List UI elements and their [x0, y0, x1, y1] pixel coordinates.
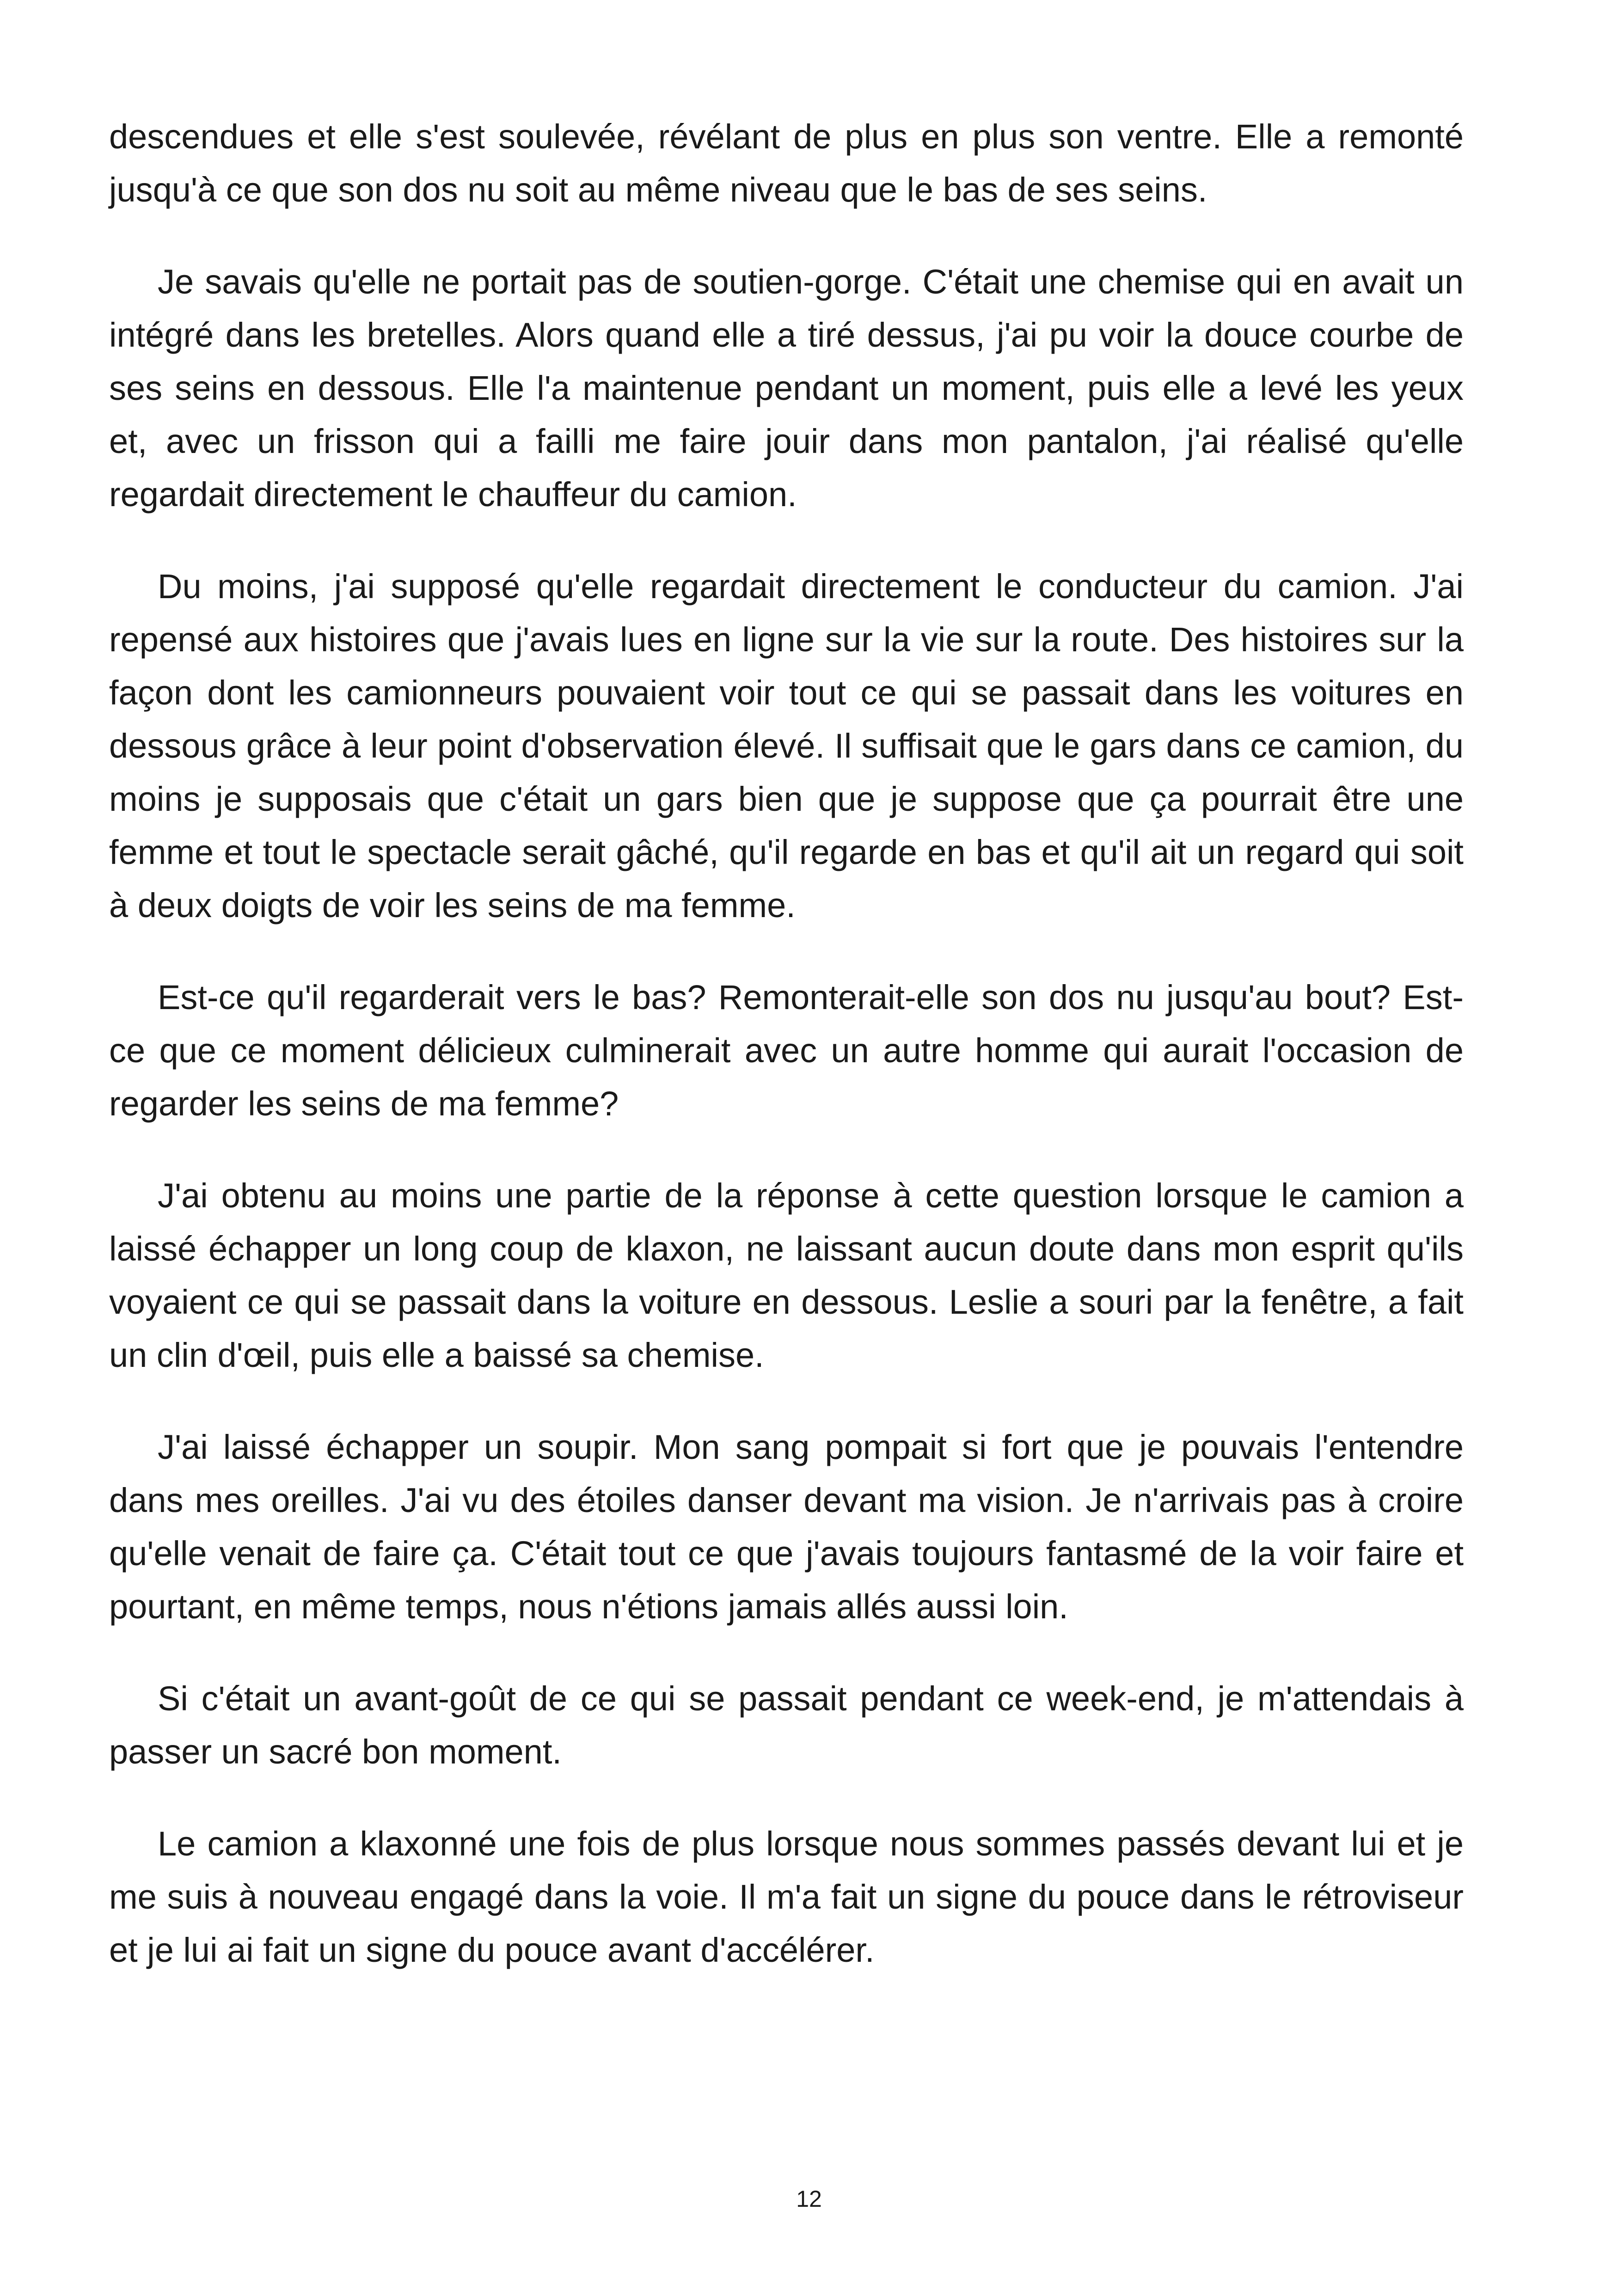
- paragraph-7: Si c'était un avant-goût de ce qui se passait pendant ce week-end, je m'attendais à passer un sacré bon moment.: [109, 1679, 1464, 1771]
- paragraph-6: J'ai laissé échapper un soupir. Mon sang pompait si fort que je pouvais l'entendre dans mes oreilles. J'ai vu des étoiles danser devant ma vision. Je n'arrivais pas à croire qu'elle venait de faire ça. C'était tout ce que j'avais toujours fantasmé de la voir faire et pourtant, en même temps, nous n'étions jamais allés aussi loin.: [109, 1428, 1464, 1626]
- paragraph-3: Du moins, j'ai supposé qu'elle regardait directement le conducteur du camion. J'ai repensé aux histoires que j'avais lues en ligne sur la vie sur la route. Des histoires sur la façon dont les camionneurs pouvaient voir tout ce qui se passait dans les voitures en dessous grâce à leur point d'observation élevé. Il suffisait que le gars dans ce camion, du moins je supposais que c'était un gars bien que je suppose que ça pourrait être une femme et tout le spectacle serait gâché, qu'il regarde en bas et qu'il ait un regard qui soit à deux doigts de voir les seins de ma femme.: [109, 567, 1464, 925]
- paragraph-5: J'ai obtenu au moins une partie de la réponse à cette question lorsque le camion a laissé échapper un long coup de klaxon, ne laissant aucun doute dans mon esprit qu'ils voyaient ce qui se passait dans la voiture en dessous. Leslie a souri par la fenêtre, a fait un clin d'œil, puis elle a baissé sa chemise.: [109, 1176, 1464, 1374]
- paragraph-1: descendues et elle s'est soulevée, révélant de plus en plus son ventre. Elle a remonté jusqu'à ce que son dos nu soit au même niveau que le bas de ses seins.: [109, 117, 1464, 209]
- paragraph-4: Est-ce qu'il regarderait vers le bas? Remonterait-elle son dos nu jusqu'au bout? Est-ce que ce moment délicieux culminerait avec un autre homme qui aurait l'occasion de regarder les seins de ma femme?: [109, 978, 1464, 1123]
- paragraph-2: Je savais qu'elle ne portait pas de soutien-gorge. C'était une chemise qui en avait un intégré dans les bretelles. Alors quand elle a tiré dessus, j'ai pu voir la douce courbe de ses seins en dessous. Elle l'a maintenue pendant un moment, puis elle a levé les yeux et, avec un frisson qui a failli me faire jouir dans mon pantalon, j'ai réalisé qu'elle regardait directement le chauffeur du camion.: [109, 263, 1464, 514]
- body-text: [109, 110, 1464, 2015]
- paragraph-8: Le camion a klaxonné une fois de plus lorsque nous sommes passés devant lui et je me suis à nouveau engagé dans la voie. Il m'a fait un signe du pouce dans le rétroviseur et je lui ai fait un signe du pouce avant d'accélérer.: [109, 1825, 1464, 1969]
- page-number: 12: [796, 2186, 822, 2212]
